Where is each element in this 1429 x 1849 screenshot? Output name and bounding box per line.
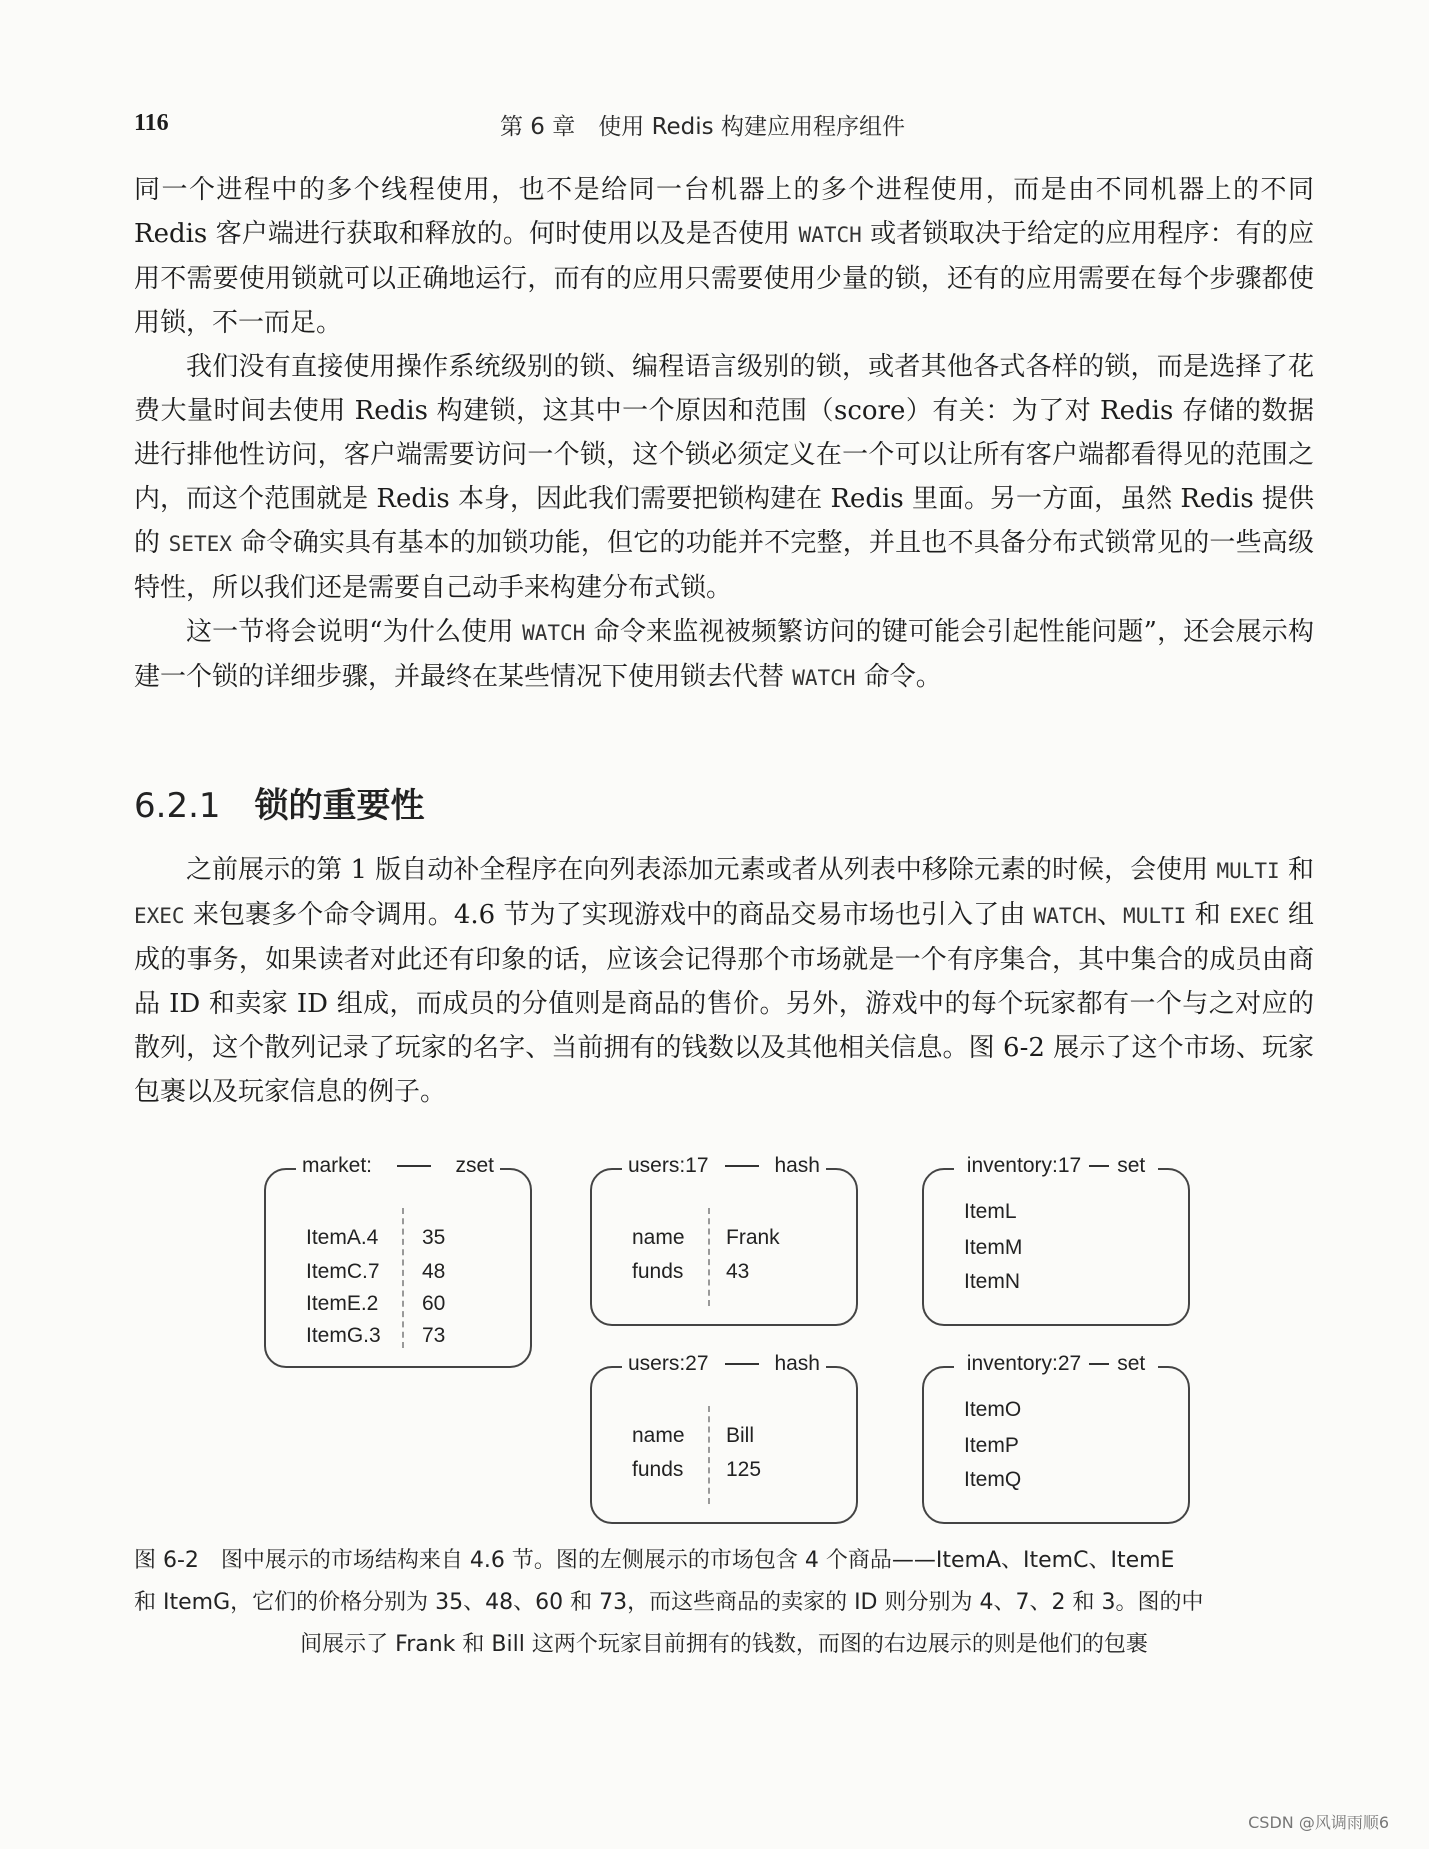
section-heading bbox=[134, 778, 425, 827]
code-watch: WATCH bbox=[792, 666, 856, 690]
paragraph-4: 之前展示的第 1 版自动补全程序在向列表添加元素或者从列表中移除元素的时候，会使用 MULTI 和 EXEC 来包裹多个命令调用。4.6 节为了实现游戏中的商品交易市场也引入了由 WATCH、MULTI 和 EXEC 组成的事务，如果读者对此还有印象的话，应该会记得那个市场就是一个有序集合，其中集合的成员由商品 ID 和卖家 ID 组成，而成员的分值则是商品的售价。另外，游戏中的每个玩家都有一个与之对应的散列，这个散列记录了玩家的名字、当前拥有的钱数以及其他相关信息。图 6-2 展示了这个市场、玩家包裹以及玩家信息的例子。 bbox=[134, 855, 1314, 1107]
watermark: CSDN @风调雨顺6 bbox=[1248, 1813, 1389, 1832]
set-member: ItemL bbox=[964, 1200, 1017, 1223]
market-zset-box bbox=[264, 1154, 532, 1368]
market-score: 73 bbox=[422, 1324, 446, 1347]
inventory-17-set-box bbox=[922, 1154, 1190, 1326]
set-member: ItemQ bbox=[964, 1468, 1022, 1491]
market-label: market: zset bbox=[296, 1154, 500, 1178]
hash-field: name bbox=[632, 1424, 685, 1447]
section-title: 锁的重要性 bbox=[254, 786, 425, 826]
hash-value: Frank bbox=[726, 1226, 780, 1249]
hash-value: 43 bbox=[726, 1260, 750, 1283]
figure-caption: 图 6-2 图中展示的市场结构来自 4.6 节。图的左侧展示的市场包含 4 个商品——ItemA、ItemC、ItemE 和 ItemG，它们的价格分别为 35、48、60 和 73，而这些商品的卖家的 ID 则分别为 4、7、2 和 3。图的中 间展示了 Frank 和 Bill 这两个玩家目前拥有的钱数，而图的右边展示的则是他们的包裹 bbox=[134, 1548, 1204, 1657]
page-number: 116 bbox=[134, 110, 169, 136]
users-27-label: users:27 hash bbox=[622, 1352, 826, 1376]
chapter-title: 第 6 章 使用 Redis 构建应用程序组件 bbox=[500, 114, 905, 140]
set-member: ItemN bbox=[964, 1270, 1021, 1293]
inventory-17-label: inventory:17 set bbox=[954, 1154, 1158, 1178]
hash-field: funds bbox=[632, 1458, 684, 1481]
market-row: ItemC.7 bbox=[306, 1260, 380, 1283]
market-row: ItemG.3 bbox=[306, 1324, 381, 1347]
section-body bbox=[134, 848, 1314, 1114]
hash-field: name bbox=[632, 1226, 685, 1249]
hash-value: Bill bbox=[726, 1424, 755, 1447]
market-score: 60 bbox=[422, 1292, 446, 1315]
section-number: 6.2.1 bbox=[134, 786, 221, 826]
paragraph-1: 同一个进程中的多个线程使用，也不是给同一台机器上的多个进程使用，而是由不同机器上的不同 Redis 客户端进行获取和释放的。何时使用以及是否使用 WATCH 或者锁取决于给定的应用程序：有的应用不需要使用锁就可以正确地运行，而有的应用只需要使用少量的锁，还有的应用需要在每个步骤都使用锁，不一而足。 bbox=[134, 175, 1315, 338]
paragraph-3: 这一节将会说明“为什么使用 WATCH 命令来监视被频繁访问的键可能会引起性能问题”，还会展示构建一个锁的详细步骤，并最终在某些情况下使用锁去代替 WATCH 命令。 bbox=[134, 617, 1314, 692]
set-member: ItemO bbox=[964, 1398, 1022, 1421]
users-27-hash-box bbox=[590, 1352, 858, 1524]
market-row: ItemE.2 bbox=[306, 1292, 379, 1315]
market-score: 48 bbox=[422, 1260, 446, 1283]
users-17-label: users:17 hash bbox=[622, 1154, 826, 1178]
users-17-hash-box bbox=[590, 1154, 858, 1326]
code-setex: SETEX bbox=[168, 532, 232, 556]
inventory-27-label: inventory:27 set bbox=[954, 1352, 1158, 1376]
market-score: 35 bbox=[422, 1226, 446, 1249]
code-watch: WATCH bbox=[798, 223, 862, 247]
code-watch: WATCH bbox=[522, 621, 586, 645]
inventory-27-set-box bbox=[922, 1352, 1190, 1524]
paragraph-2: 我们没有直接使用操作系统级别的锁、编程语言级别的锁，或者其他各式各样的锁，而是选择了花费大量时间去使用 Redis 构建锁，这其中一个原因和范围（score）有关：为了对 Redis 存储的数据进行排他性访问，客户端需要访问一个锁，这个锁必须定义在一个可以让所有客户端都看得见的范围之内，而这个范围就是 Redis 本身，因此我们需要把锁构建在 Redis 里面。另一方面，虽然 Redis 提供的 SETEX 命令确实具有基本的加锁功能，但它的功能并不完整，并且也不具备分布式锁常见的一些高级特性，所以我们还是需要自己动手来构建分布式锁。 bbox=[134, 352, 1314, 603]
hash-value: 125 bbox=[726, 1458, 762, 1481]
hash-field: funds bbox=[632, 1260, 684, 1283]
set-member: ItemP bbox=[964, 1434, 1019, 1457]
body-paragraphs bbox=[134, 168, 1314, 700]
set-member: ItemM bbox=[964, 1236, 1023, 1259]
market-row: ItemA.4 bbox=[306, 1226, 379, 1249]
